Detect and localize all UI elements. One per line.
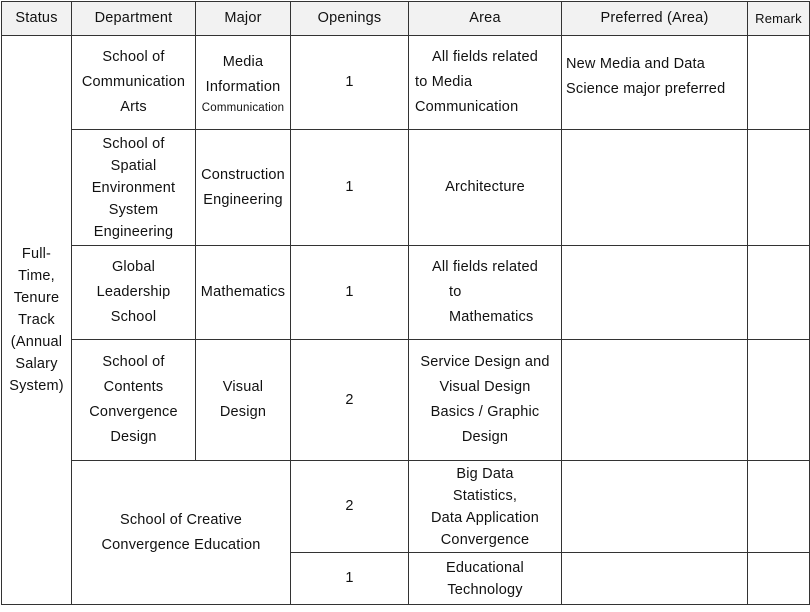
openings-cell: 1	[291, 553, 409, 605]
area-cell: Architecture	[409, 130, 562, 246]
department-cell: School of Contents Convergence Design	[72, 340, 196, 461]
header-major: Major	[196, 2, 291, 36]
area-cell: Service Design and Visual Design Basics / Graphic Design	[409, 340, 562, 461]
area-cell: All fields related to Media Communication	[409, 36, 562, 130]
table-row	[2, 36, 810, 130]
major-cell: Construction Engineering	[196, 130, 291, 246]
major-cell: Visual Design	[196, 340, 291, 461]
department-cell: Global Leadership School	[72, 246, 196, 340]
department-cell: School of Communication Arts	[72, 36, 196, 130]
table-row	[2, 130, 810, 246]
preferred-cell: New Media and Data Science major preferred	[562, 36, 748, 130]
preferred-cell	[562, 246, 748, 340]
department-cell: School of Creative Convergence Education	[72, 461, 291, 605]
area-cell: Big Data Statistics, Data Application Convergence	[409, 461, 562, 553]
preferred-cell	[562, 553, 748, 605]
table-row	[2, 340, 810, 461]
preferred-cell	[562, 461, 748, 553]
table-row	[2, 461, 810, 553]
area-cell: Educational Technology	[409, 553, 562, 605]
preferred-cell	[562, 340, 748, 461]
area-cell: All fields related to Mathematics	[409, 246, 562, 340]
header-openings: Openings	[291, 2, 409, 36]
remark-cell	[748, 130, 810, 246]
header-area: Area	[409, 2, 562, 36]
openings-cell: 1	[291, 246, 409, 340]
openings-cell: 2	[291, 340, 409, 461]
major-cell: Mathematics	[196, 246, 291, 340]
openings-cell: 1	[291, 36, 409, 130]
preferred-cell	[562, 130, 748, 246]
major-cell: Media Information Communication	[196, 36, 291, 130]
remark-cell	[748, 553, 810, 605]
header-preferred: Preferred (Area)	[562, 2, 748, 36]
openings-cell: 1	[291, 130, 409, 246]
remark-cell	[748, 340, 810, 461]
header-remark: Remark	[748, 2, 810, 36]
header-row	[2, 2, 810, 36]
openings-cell: 2	[291, 461, 409, 553]
table-row	[2, 246, 810, 340]
department-cell: School of Spatial Environment System Engineering	[72, 130, 196, 246]
remark-cell	[748, 246, 810, 340]
status-cell: Full- Time, Tenure Track (Annual Salary System)	[2, 36, 72, 605]
recruitment-table	[1, 1, 810, 605]
header-department: Department	[72, 2, 196, 36]
remark-cell	[748, 461, 810, 553]
remark-cell	[748, 36, 810, 130]
header-status: Status	[2, 2, 72, 36]
